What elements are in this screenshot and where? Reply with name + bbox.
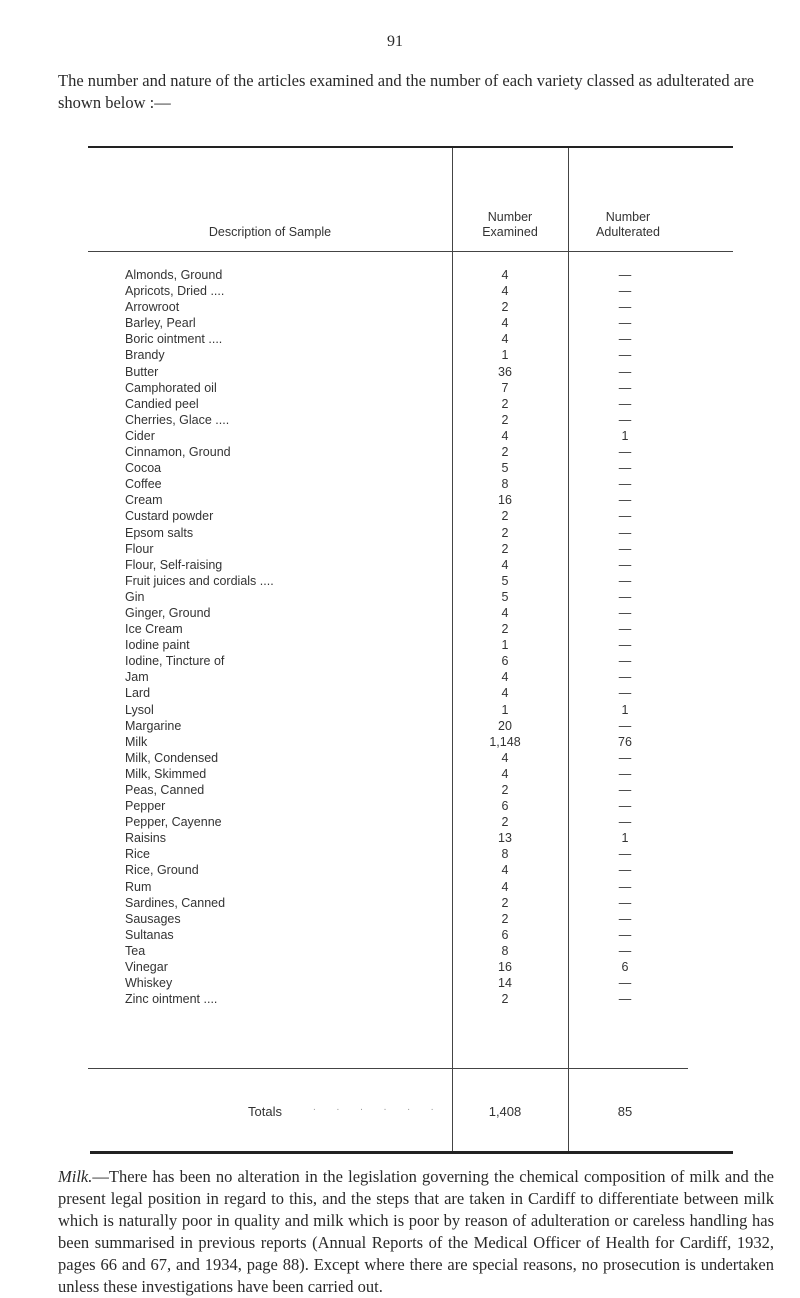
row-examined: 4 bbox=[501, 268, 509, 282]
row-description: Lysol bbox=[125, 702, 154, 717]
table-row bbox=[88, 413, 733, 429]
row-adulterated: — bbox=[618, 493, 632, 508]
table-row bbox=[88, 831, 733, 847]
milk-paragraph-lead: Milk. bbox=[58, 1167, 93, 1186]
row-description: Margarine bbox=[125, 718, 182, 733]
totals-separator bbox=[88, 1068, 688, 1069]
row-description: Apricots, Dried .... bbox=[125, 284, 225, 299]
row-examined: 2 bbox=[501, 992, 509, 1007]
table-row bbox=[88, 558, 733, 574]
row-adulterated: — bbox=[618, 461, 632, 476]
table-row bbox=[88, 284, 733, 300]
table-row bbox=[88, 815, 733, 831]
header-underline bbox=[88, 251, 733, 252]
row-adulterated: — bbox=[618, 332, 632, 347]
table-row bbox=[88, 477, 733, 493]
row-examined: 20 bbox=[498, 718, 512, 733]
row-examined: 2 bbox=[501, 541, 509, 556]
table-row bbox=[88, 332, 733, 348]
table-row bbox=[88, 316, 733, 332]
row-description: Sardines, Canned bbox=[125, 895, 226, 910]
row-description: Custard powder bbox=[125, 509, 214, 524]
row-examined: 2 bbox=[501, 396, 509, 411]
row-description: Lard bbox=[125, 686, 151, 701]
table-row bbox=[88, 976, 733, 992]
row-adulterated: — bbox=[618, 557, 632, 572]
row-adulterated: — bbox=[618, 541, 632, 556]
row-description: Iodine, Tincture of bbox=[125, 654, 225, 669]
header-adulterated-line2: Adulterated bbox=[596, 225, 660, 239]
table-row bbox=[88, 719, 733, 735]
row-adulterated: — bbox=[618, 396, 632, 411]
row-description: Cream bbox=[125, 493, 163, 508]
row-examined: 1,148 bbox=[489, 734, 521, 749]
row-description: Almonds, Ground bbox=[125, 268, 223, 282]
row-adulterated: — bbox=[618, 380, 632, 395]
table-row bbox=[88, 445, 733, 461]
row-adulterated: — bbox=[618, 364, 632, 379]
row-examined: 4 bbox=[501, 766, 509, 781]
row-examined: 2 bbox=[501, 509, 509, 524]
table-row bbox=[88, 703, 733, 719]
table-row bbox=[88, 896, 733, 912]
row-description: Ice Cream bbox=[125, 622, 183, 637]
row-adulterated: — bbox=[618, 316, 632, 331]
row-description: Raisins bbox=[125, 831, 166, 846]
table-row bbox=[88, 767, 733, 783]
table-row bbox=[88, 944, 733, 960]
table-row bbox=[88, 509, 733, 525]
table-row bbox=[88, 397, 733, 413]
row-examined: 2 bbox=[501, 911, 509, 926]
row-examined: 4 bbox=[501, 879, 509, 894]
table-row bbox=[88, 783, 733, 799]
row-examined: 2 bbox=[501, 300, 509, 315]
row-adulterated: — bbox=[618, 638, 632, 653]
row-examined: 5 bbox=[501, 589, 509, 604]
table-row bbox=[88, 670, 733, 686]
totals-adulterated: 85 bbox=[617, 1104, 633, 1119]
page-number: 91 bbox=[387, 33, 403, 50]
header-adulterated-line1: Number bbox=[605, 210, 651, 224]
row-adulterated: — bbox=[618, 268, 632, 282]
row-adulterated: — bbox=[618, 976, 632, 991]
row-adulterated: — bbox=[618, 815, 632, 830]
row-adulterated: — bbox=[618, 284, 632, 299]
totals-leader-dots: . . . . . . bbox=[313, 1102, 443, 1113]
table-row bbox=[88, 526, 733, 542]
row-examined: 4 bbox=[501, 863, 509, 878]
row-adulterated: 6 bbox=[621, 960, 629, 975]
table-row bbox=[88, 751, 733, 767]
table-top-rule bbox=[88, 146, 733, 148]
row-description: Jam bbox=[125, 670, 149, 685]
row-examined: 14 bbox=[498, 976, 512, 991]
row-description: Camphorated oil bbox=[125, 380, 217, 395]
row-description: Rice, Ground bbox=[125, 863, 199, 878]
row-description: Ginger, Ground bbox=[125, 605, 211, 620]
row-adulterated: — bbox=[618, 686, 632, 701]
row-adulterated: — bbox=[618, 927, 632, 942]
row-adulterated: — bbox=[618, 348, 632, 363]
row-adulterated: — bbox=[618, 300, 632, 315]
table-row bbox=[88, 348, 733, 364]
row-description: Sausages bbox=[125, 911, 181, 926]
row-description: Vinegar bbox=[125, 960, 168, 975]
row-examined: 5 bbox=[501, 573, 509, 588]
row-examined: 2 bbox=[501, 622, 509, 637]
row-examined: 6 bbox=[501, 799, 509, 814]
row-adulterated: — bbox=[618, 654, 632, 669]
table-row bbox=[88, 493, 733, 509]
row-adulterated: — bbox=[618, 509, 632, 524]
row-adulterated: — bbox=[618, 847, 632, 862]
row-adulterated: — bbox=[618, 799, 632, 814]
row-description: Brandy bbox=[125, 348, 165, 363]
row-description: Iodine paint bbox=[125, 638, 190, 653]
row-examined: 16 bbox=[498, 493, 512, 508]
row-examined: 2 bbox=[501, 815, 509, 830]
row-adulterated: — bbox=[618, 605, 632, 620]
row-examined: 5 bbox=[501, 461, 509, 476]
row-adulterated: — bbox=[618, 445, 632, 460]
row-description: Zinc ointment .... bbox=[125, 992, 218, 1007]
milk-paragraph bbox=[58, 1166, 774, 1298]
row-description: Milk, Skimmed bbox=[125, 766, 207, 781]
row-adulterated: — bbox=[618, 783, 632, 797]
row-description: Sultanas bbox=[125, 927, 174, 942]
row-description: Pepper, Cayenne bbox=[125, 815, 222, 830]
table-row bbox=[88, 365, 733, 381]
row-adulterated: 76 bbox=[618, 734, 632, 749]
row-examined: 2 bbox=[501, 445, 509, 460]
row-adulterated: — bbox=[618, 412, 632, 427]
table-row bbox=[88, 735, 733, 751]
row-adulterated: — bbox=[618, 477, 632, 492]
row-examined: 6 bbox=[501, 654, 509, 669]
row-adulterated: — bbox=[618, 943, 632, 958]
row-description: Gin bbox=[125, 589, 145, 604]
row-examined: 4 bbox=[501, 332, 509, 347]
row-description: Milk bbox=[125, 734, 148, 749]
table-row bbox=[88, 429, 733, 445]
row-examined: 2 bbox=[501, 412, 509, 427]
row-description: Cherries, Glace .... bbox=[125, 412, 230, 427]
row-adulterated: — bbox=[618, 750, 632, 765]
header-examined-line1: Number bbox=[487, 210, 533, 224]
totals-label: Totals bbox=[248, 1104, 282, 1119]
row-description: Cocoa bbox=[125, 461, 162, 476]
row-adulterated: — bbox=[618, 895, 632, 910]
table-row bbox=[88, 461, 733, 477]
row-description: Butter bbox=[125, 364, 159, 379]
row-description: Flour, Self-raising bbox=[125, 557, 223, 572]
row-examined: 4 bbox=[501, 316, 509, 331]
row-examined: 6 bbox=[501, 927, 509, 942]
row-description: Pepper bbox=[125, 799, 166, 814]
row-description: Fruit juices and cordials .... bbox=[125, 573, 274, 588]
table-row bbox=[88, 880, 733, 896]
table-row bbox=[88, 381, 733, 397]
row-examined: 2 bbox=[501, 895, 509, 910]
header-description: Description of Sample bbox=[208, 225, 332, 239]
row-examined: 4 bbox=[501, 686, 509, 701]
row-examined: 8 bbox=[501, 943, 509, 958]
row-examined: 4 bbox=[501, 750, 509, 765]
row-adulterated: — bbox=[618, 879, 632, 894]
table-row bbox=[88, 863, 733, 879]
header-examined-line2: Examined bbox=[482, 225, 538, 239]
table-row bbox=[88, 574, 733, 590]
row-adulterated: — bbox=[618, 589, 632, 604]
row-description: Cinnamon, Ground bbox=[125, 445, 231, 460]
row-description: Boric ointment .... bbox=[125, 332, 223, 347]
row-description: Tea bbox=[125, 943, 146, 958]
row-examined: 7 bbox=[501, 380, 509, 395]
row-description: Candied peel bbox=[125, 396, 199, 411]
row-examined: 4 bbox=[501, 670, 509, 685]
row-examined: 1 bbox=[501, 638, 509, 653]
row-examined: 8 bbox=[501, 477, 509, 492]
row-adulterated: — bbox=[618, 670, 632, 685]
row-adulterated: — bbox=[618, 525, 632, 540]
table-row bbox=[88, 622, 733, 638]
table-row bbox=[88, 542, 733, 558]
row-description: Flour bbox=[125, 541, 154, 556]
row-examined: 13 bbox=[498, 831, 512, 846]
row-adulterated: — bbox=[618, 863, 632, 878]
table-row bbox=[88, 912, 733, 928]
intro-text: The number and nature of the articles examined and the number of each variety classed as adulterated are shown below :— bbox=[58, 71, 754, 112]
row-examined: 1 bbox=[501, 348, 509, 363]
row-examined: 4 bbox=[501, 284, 509, 299]
row-adulterated: — bbox=[618, 766, 632, 781]
row-examined: 4 bbox=[501, 428, 509, 443]
row-description: Peas, Canned bbox=[125, 783, 205, 797]
row-adulterated: 1 bbox=[621, 831, 629, 846]
table-row bbox=[88, 300, 733, 316]
table-row bbox=[88, 654, 733, 670]
table-row bbox=[88, 799, 733, 815]
row-examined: 2 bbox=[501, 783, 509, 797]
table-row bbox=[88, 686, 733, 702]
table-row bbox=[88, 847, 733, 863]
row-examined: 8 bbox=[501, 847, 509, 862]
table-bottom-rule bbox=[90, 1151, 733, 1154]
table-row bbox=[88, 268, 733, 284]
table-row bbox=[88, 928, 733, 944]
row-adulterated: — bbox=[618, 573, 632, 588]
row-adulterated: — bbox=[618, 992, 632, 1007]
row-description: Milk, Condensed bbox=[125, 750, 219, 765]
row-examined: 4 bbox=[501, 557, 509, 572]
row-adulterated: — bbox=[618, 718, 632, 733]
row-examined: 2 bbox=[501, 525, 509, 540]
row-adulterated: — bbox=[618, 911, 632, 926]
row-examined: 36 bbox=[498, 364, 512, 379]
row-adulterated: — bbox=[618, 622, 632, 637]
table-row bbox=[88, 960, 733, 976]
table-row bbox=[88, 638, 733, 654]
row-description: Barley, Pearl bbox=[125, 316, 196, 331]
row-description: Coffee bbox=[125, 477, 162, 492]
row-adulterated: 1 bbox=[621, 428, 629, 443]
table-row bbox=[88, 992, 733, 1008]
totals-examined: 1,408 bbox=[488, 1104, 522, 1119]
row-examined: 16 bbox=[498, 960, 512, 975]
table-row bbox=[88, 590, 733, 606]
row-description: Cider bbox=[125, 428, 155, 443]
row-adulterated: 1 bbox=[621, 702, 629, 717]
table-body bbox=[88, 268, 733, 1008]
row-description: Whiskey bbox=[125, 976, 173, 991]
milk-paragraph-text: —There has been no alteration in the legislation governing the chemical composition of milk and the present legal position in regard to this, and the steps that are taken in Cardiff to differentiate between milk which is naturally poor in quality and milk which is poor by reason of adulteration or careless handling has been summarised in previous reports (Annual Reports of the Medical Officer of Health for Cardiff, 1932, pages 66 and 67, and 1934, page 88). Except where there are special reasons, no prosecution is undertaken unless these investigations have been carried out. bbox=[58, 1167, 774, 1296]
row-description: Rum bbox=[125, 879, 152, 894]
table-row bbox=[88, 606, 733, 622]
row-examined: 4 bbox=[501, 605, 509, 620]
row-description: Arrowroot bbox=[125, 300, 180, 315]
row-examined: 1 bbox=[501, 702, 509, 717]
row-description: Epsom salts bbox=[125, 525, 194, 540]
row-description: Rice bbox=[125, 847, 151, 862]
